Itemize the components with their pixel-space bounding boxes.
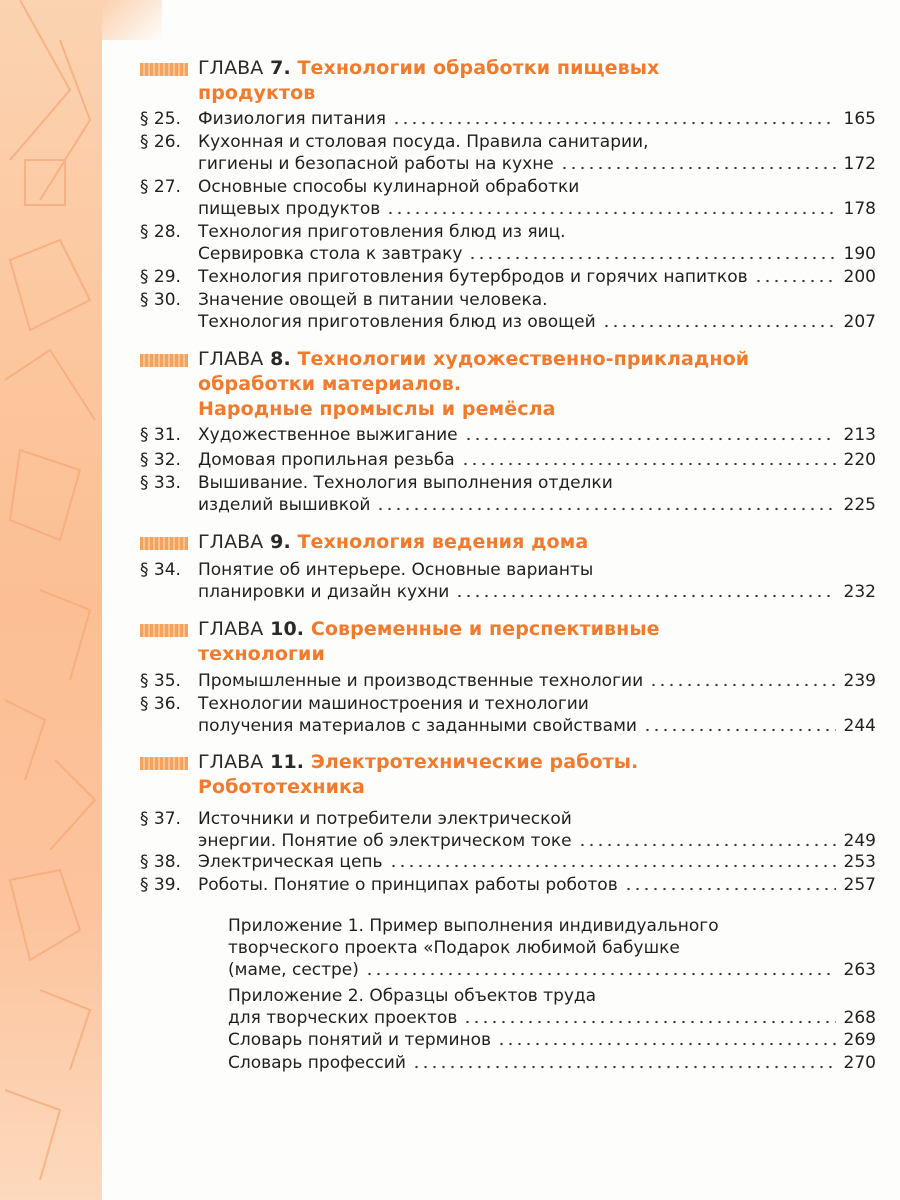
page-number: 239 — [843, 671, 876, 691]
chapter-title: Робототехника — [198, 776, 365, 798]
dot-leader — [649, 683, 836, 687]
page-number: 269 — [843, 1030, 876, 1050]
chapter-marker-icon — [140, 63, 188, 76]
chapter-label: ГЛАВА — [198, 57, 264, 79]
section-number: § 30. — [140, 290, 181, 310]
page-number: 178 — [843, 199, 876, 219]
section-number: § 32. — [140, 450, 181, 470]
dot-leader — [376, 507, 836, 511]
entry-title-line: Технологии машиностроения и технологии — [198, 694, 589, 714]
chapter-title: Народные промыслы и ремёсла — [198, 398, 556, 420]
dot-leader — [464, 437, 836, 441]
section-number: § 33. — [140, 473, 181, 493]
entry-title-line: Словарь профессий — [228, 1053, 406, 1073]
entry-title-line: (маме, сестре) — [228, 960, 359, 980]
dot-leader — [754, 279, 836, 283]
entry-title-line: Сервировка стола к завтраку — [198, 244, 463, 264]
entry-title-line: Технология приготовления бутербродов и горячих напитков — [198, 267, 748, 287]
entry-title-line: творческого проекта «Подарок любимой бабушке — [228, 938, 680, 958]
page-number: 172 — [843, 154, 876, 174]
table-of-contents: ГЛАВА 7. Технологии обработки пищевых продуктов § 25. Физиология питания 165 § 26. Кухонная и столовая посуда. Правила санитарии, гигиены и безопасной работы на кухне 172 § 27. Основные способы кулинарной обработки пищевых продуктов 178 § 28. Технология приготовления блюд из яиц. Сервировка стола к завтраку 190 § 29. Технология приготовления бутербродов и горячих напитков 200 § 30. Значение овощей в питании человека. Технология приготовления блюд из овощей 207 ГЛАВА 8. Технологии художественно-прикладной обработки материалов. Народные промыслы и ремёсла § 31. Художественное выжигание 213 § 32. Домовая пропильная резьба 220 § 33. Вышивание. Технология выполнения отделки изделий вышивкой 225 ГЛАВА 9. Технология ведения дома § 34. Понятие об интерьере. Основные варианты планировки и дизайн кухни 232 ГЛАВА 10. Современные и перспективные технологии § 35. Промышленные и производственные технологии 239 § 36. Технологии машиностроения и технологии получения материалов с заданными свойствами 244 ГЛАВА 11. Электротехнические работы. Робототехника § 37. Источники и потребители электрической энергии. Понятие об электрическом токе 249 § 38. Электрическая цепь 253 § 39. Роботы. Понятие о принципах работы роботов 257 Приложение 1. Пример выполнения индивидуального творческого проекта «Подарок любимой бабушке (маме, сестре) 263 Приложение 2. Образцы объектов труда для творческих проектов 268 Словарь понятий и терминов 269 Словарь профессий 270 — [140, 57, 876, 1073]
entry-title-line: Домовая пропильная резьба — [198, 450, 455, 470]
chapter-label: ГЛАВА — [198, 531, 264, 553]
entry-title-line: Словарь понятий и терминов — [228, 1030, 492, 1050]
page-number: 257 — [843, 875, 876, 895]
page-number: 253 — [843, 852, 876, 872]
chapter-marker-icon — [140, 354, 188, 367]
page-number: 244 — [843, 716, 876, 736]
section-number: § 31. — [140, 425, 181, 445]
chapter-label: ГЛАВА — [198, 618, 264, 640]
page-number: 232 — [843, 582, 876, 602]
dot-leader — [455, 594, 836, 598]
entry-title-line: Художественное выжигание — [198, 425, 458, 445]
section-number: § 39. — [140, 875, 181, 895]
chapter-marker-icon — [140, 537, 188, 550]
entry-title-line: Роботы. Понятие о принципах работы роботов — [198, 875, 618, 895]
chapter-number: 8 — [270, 348, 284, 370]
entry-title-line: Приложение 1. Пример выполнения индивидуального — [228, 916, 719, 936]
entry-title-line: изделий вышивкой — [198, 495, 371, 515]
page-number: 249 — [843, 831, 876, 851]
entry-title-line: Приложение 2. Образцы объектов труда — [228, 986, 597, 1006]
chapter-title: Современные и перспективные — [310, 618, 660, 640]
entry-title-line: Кухонная и столовая посуда. Правила санитарии, — [198, 132, 649, 152]
dot-leader — [386, 211, 836, 215]
dot-leader — [392, 121, 836, 125]
dot-leader — [560, 166, 836, 170]
chapter-title: Электротехнические работы. — [310, 751, 639, 773]
dot-leader — [365, 972, 836, 976]
chapter-title: продуктов — [198, 82, 316, 104]
section-number: § 28. — [140, 222, 181, 242]
entry-title-line: Значение овощей в питании человека. — [198, 290, 548, 310]
section-number: § 25. — [140, 109, 181, 129]
section-number: § 34. — [140, 560, 181, 580]
chapter-label: ГЛАВА — [198, 348, 264, 370]
entry-title-line: Технология приготовления блюд из яиц. — [198, 222, 566, 242]
dot-leader — [461, 462, 836, 466]
dot-leader — [624, 887, 836, 891]
chapter-title: технологии — [198, 643, 325, 665]
page-number: 220 — [843, 450, 876, 470]
entry-title-line: для творческих проектов — [228, 1008, 458, 1028]
dot-leader — [497, 1042, 836, 1046]
section-number: § 29. — [140, 267, 181, 287]
chapter-number: 11 — [270, 751, 297, 773]
chapter-title: Технология ведения дома — [297, 531, 589, 553]
entry-title-line: энергии. Понятие об электрическом токе — [198, 831, 572, 851]
dot-leader — [463, 1020, 836, 1024]
entry-title-line: получения материалов с заданными свойствами — [198, 716, 637, 736]
page-number: 225 — [843, 495, 876, 515]
entry-title-line: Источники и потребители электрической — [198, 809, 572, 829]
dot-leader — [602, 324, 836, 328]
entry-title-line: планировки и дизайн кухни — [198, 582, 450, 602]
entry-title-line: Основные способы кулинарной обработки — [198, 177, 580, 197]
chapter-number: 9 — [270, 531, 284, 553]
dot-leader — [389, 864, 836, 868]
page-number: 270 — [843, 1053, 876, 1073]
entry-title-line: пищевых продуктов — [198, 199, 381, 219]
entry-title-line: Технология приготовления блюд из овощей — [198, 312, 596, 332]
section-number: § 36. — [140, 694, 181, 714]
dot-leader — [412, 1065, 836, 1069]
entry-title-line: Вышивание. Технология выполнения отделки — [198, 473, 613, 493]
chapter-number: 10 — [270, 618, 297, 640]
entry-title-line: гигиены и безопасной работы на кухне — [198, 154, 554, 174]
dot-leader — [643, 728, 836, 732]
chapter-label: ГЛАВА — [198, 751, 264, 773]
section-number: § 38. — [140, 852, 181, 872]
section-number: § 27. — [140, 177, 181, 197]
page-number: 207 — [843, 312, 876, 332]
page-number: 190 — [843, 244, 876, 264]
chapter-title: Технологии художественно-прикладной — [297, 348, 750, 370]
page-number: 200 — [843, 267, 876, 287]
page-number: 268 — [843, 1008, 876, 1028]
chapter-marker-icon — [140, 757, 188, 770]
chapter-marker-icon — [140, 624, 188, 637]
chapter-number: 7 — [270, 57, 284, 79]
entry-title-line: Понятие об интерьере. Основные варианты — [198, 560, 594, 580]
chapter-title: обработки материалов. — [198, 373, 462, 395]
dot-leader — [468, 256, 836, 260]
dot-leader — [578, 843, 836, 847]
page-number: 165 — [843, 109, 876, 129]
entry-title-line: Промышленные и производственные технологии — [198, 671, 644, 691]
page-number: 263 — [843, 960, 876, 980]
page-number: 213 — [843, 425, 876, 445]
section-number: § 26. — [140, 132, 181, 152]
entry-title-line: Физиология питания — [198, 109, 386, 129]
chapter-title: Технологии обработки пищевых — [297, 57, 660, 79]
section-number: § 35. — [140, 671, 181, 691]
entry-title-line: Электрическая цепь — [198, 852, 383, 872]
section-number: § 37. — [140, 809, 181, 829]
